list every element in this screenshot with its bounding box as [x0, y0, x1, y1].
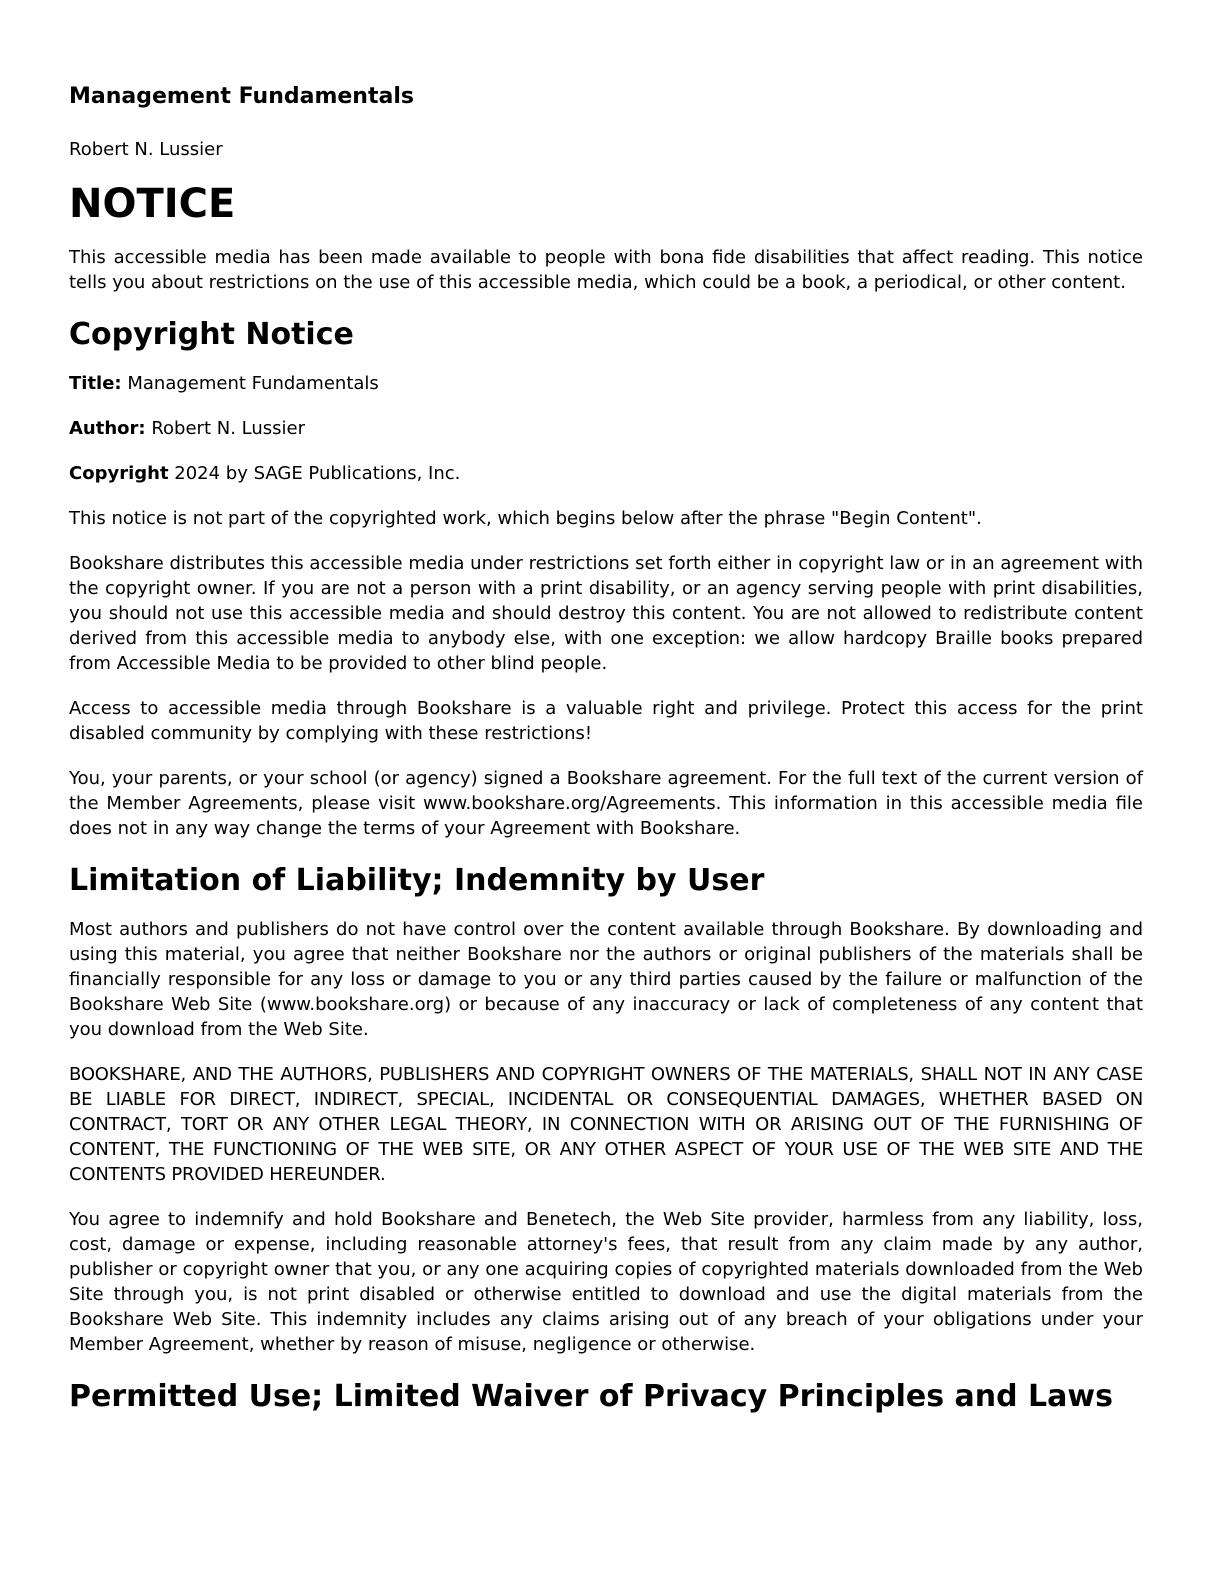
copyright-paragraph: Access to accessible media through Bookshare is a valuable right and privilege. Protect this access for the print disabled community by complying with these restrictions!	[69, 698, 1143, 744]
liability-paragraph: Most authors and publishers do not have control over the content available through Bookshare. By downloading and using this material, you agree that neither Bookshare nor the authors or original publishers of the materials shall be financially responsible for any loss or damage to you or any third parties caused by the failure or malfunction of the Bookshare Web Site (www.bookshare.org) or because of any inaccuracy or lack of completeness of any content that you download from the Web Site.	[69, 919, 1143, 1040]
title-value: Management Fundamentals	[127, 373, 379, 394]
title-label: Title:	[69, 373, 122, 394]
book-author: Robert N. Lussier	[69, 139, 223, 160]
copyright-paragraph: This notice is not part of the copyrighted work, which begins below after the phrase "Begin Content".	[69, 508, 982, 529]
author-line	[69, 416, 1143, 441]
copyright-notice-heading: Copyright Notice	[69, 317, 354, 352]
notice-intro: This accessible media has been made available to people with bona fide disabilities that affect reading. This notice tells you about restrictions on the use of this accessible media, which could be a book, a periodical, or other content.	[69, 247, 1143, 293]
liability-paragraph: You agree to indemnify and hold Bookshare and Benetech, the Web Site provider, harmless from any liability, loss, cost, damage or expense, including reasonable attorney's fees, that result from any claim made by any author, publisher or copyright owner that you, or any one acquiring copies of copyrighted materials downloaded from the Web Site through you, is not print disabled or otherwise entitled to download and use the digital materials from the Bookshare Web Site. This indemnity includes any claims arising out of any breach of your obligations under your Member Agreement, whether by reason of misuse, negligence or otherwise.	[69, 1209, 1143, 1355]
copyright-value: 2024 by SAGE Publications, Inc.	[174, 463, 461, 484]
permitted-use-heading: Permitted Use; Limited Waiver of Privacy Principles and Laws	[69, 1379, 1113, 1414]
copyright-paragraph: Bookshare distributes this accessible media under restrictions set forth either in copyright law or in an agreement with the copyright owner. If you are not a person with a print disability, or an agency serving people with print disabilities, you should not use this accessible media and should destroy this content. You are not allowed to redistribute content derived from this accessible media to anybody else, with one exception: we allow hardcopy Braille books prepared from Accessible Media to be provided to other blind people.	[69, 553, 1143, 674]
liability-heading: Limitation of Liability; Indemnity by User	[69, 863, 765, 898]
copyright-label: Copyright	[69, 463, 169, 484]
copyright-line	[69, 461, 1143, 486]
author-value: Robert N. Lussier	[151, 418, 305, 439]
notice-heading: NOTICE	[69, 181, 236, 227]
author-label: Author:	[69, 418, 146, 439]
document-page	[69, 82, 1143, 1417]
copyright-paragraph: You, your parents, or your school (or agency) signed a Bookshare agreement. For the full text of the current version of the Member Agreements, please visit www.bookshare.org/Agreements. This information in this accessible media file does not in any way change the terms of your Agreement with Bookshare.	[69, 768, 1143, 839]
liability-caps-paragraph: BOOKSHARE, AND THE AUTHORS, PUBLISHERS AND COPYRIGHT OWNERS OF THE MATERIALS, SHALL NOT IN ANY CASE BE LIABLE FOR DIRECT, INDIRECT, SPECIAL, INCIDENTAL OR CONSEQUENTIAL DAMAGES, WHETHER BASED ON CONTRACT, TORT OR ANY OTHER LEGAL THEORY, IN CONNECTION WITH OR ARISING OUT OF THE FURNISHING OF CONTENT, THE FUNCTIONING OF THE WEB SITE, OR ANY OTHER ASPECT OF YOUR USE OF THE WEB SITE AND THE CONTENTS PROVIDED HEREUNDER.	[69, 1064, 1143, 1185]
title-line	[69, 371, 1143, 396]
book-title: Management Fundamentals	[69, 84, 414, 109]
